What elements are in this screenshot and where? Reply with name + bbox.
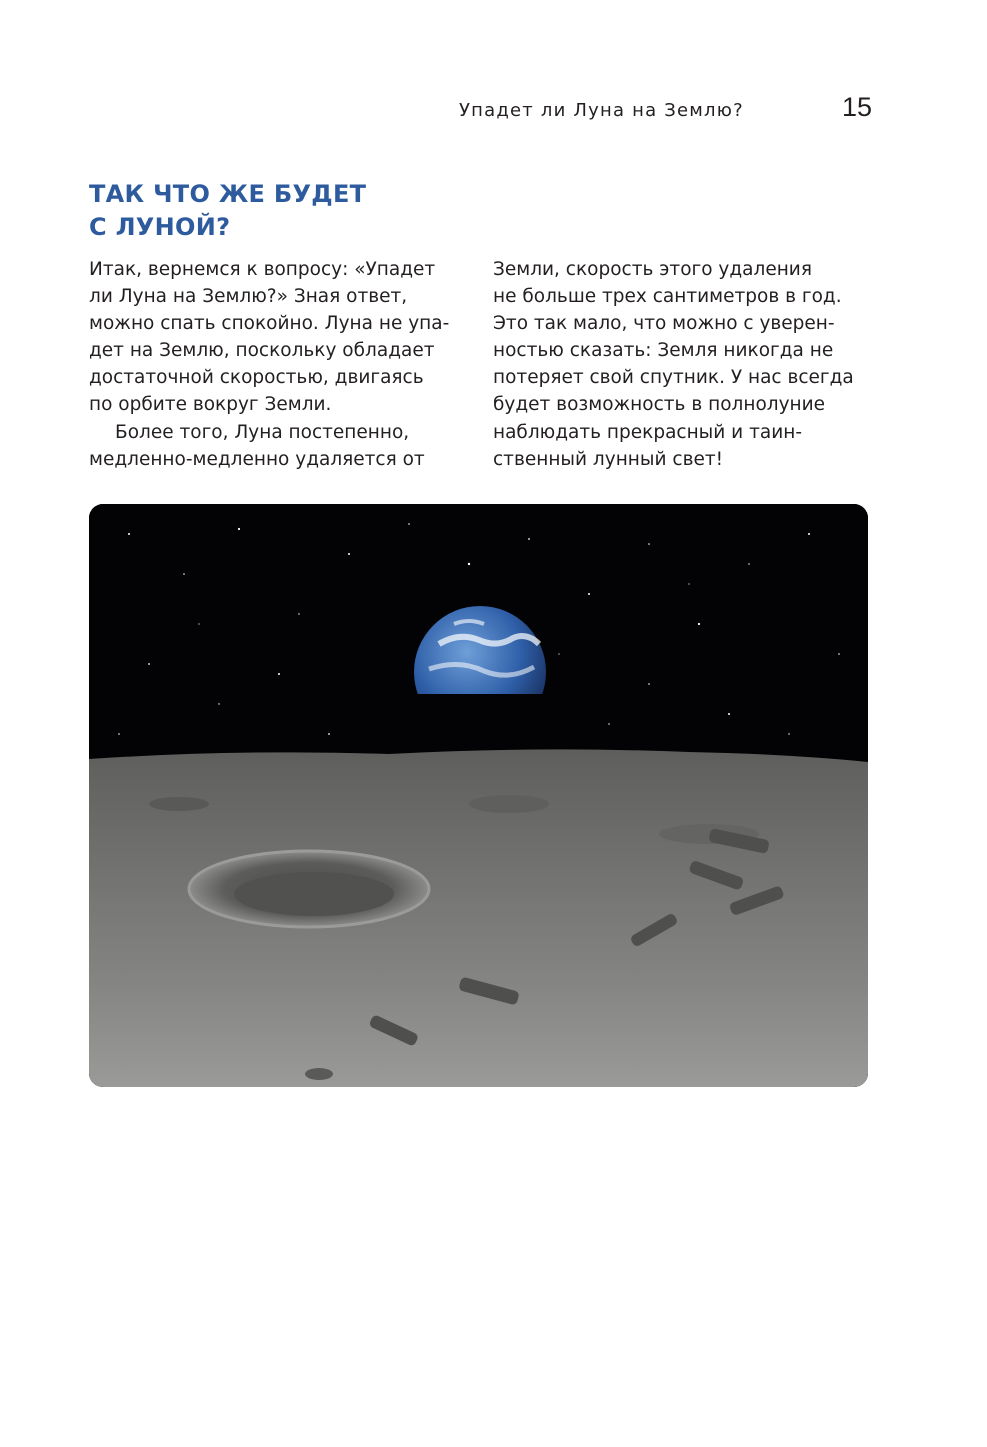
text-line: Более того, Луна постепенно, xyxy=(115,421,410,443)
text-line: будет возможность в полнолуние xyxy=(493,394,826,416)
text-line: медленно-медленно удаляется от xyxy=(89,448,425,470)
earth-over-moon-photo xyxy=(89,504,868,1087)
text-line: дет на Землю, поскольку обладает xyxy=(89,340,435,362)
right-column xyxy=(493,256,871,473)
section-heading xyxy=(89,178,489,244)
text-line: потеряет свой спутник. У нас всегда xyxy=(493,367,854,389)
text-line: ственный лунный свет! xyxy=(493,448,724,470)
text-line: наблюдать прекрасный и таин- xyxy=(493,421,802,443)
text-line: можно спать спокойно. Луна не упа- xyxy=(89,313,450,335)
text-line: по орбите вокруг Земли. xyxy=(89,394,332,416)
section-heading-line: ТАК ЧТО ЖЕ БУДЕТ xyxy=(89,180,367,208)
text-line: достаточной скоростью, двигаясь xyxy=(89,367,424,389)
paragraph xyxy=(493,256,871,473)
text-line: ностью сказать: Земля никогда не xyxy=(493,340,834,362)
text-line: не больше трех сантиметров в год. xyxy=(493,286,842,308)
text-line: Итак, вернемся к вопросу: «Упадет xyxy=(89,259,436,280)
left-column xyxy=(89,256,467,473)
paragraph xyxy=(89,419,467,473)
chapter-title: Упадет ли Луна на Землю? xyxy=(459,100,744,121)
text-line: ли Луна на Землю?» Зная ответ, xyxy=(89,286,408,308)
section-heading-line: С ЛУНОЙ? xyxy=(89,213,231,241)
paragraph xyxy=(89,256,467,419)
text-line: Это так мало, что можно с уверен- xyxy=(493,313,835,335)
text-line: Земли, скорость этого удаления xyxy=(493,259,812,280)
earthrise-illustration xyxy=(89,504,868,1087)
page-number: 15 xyxy=(842,92,873,122)
